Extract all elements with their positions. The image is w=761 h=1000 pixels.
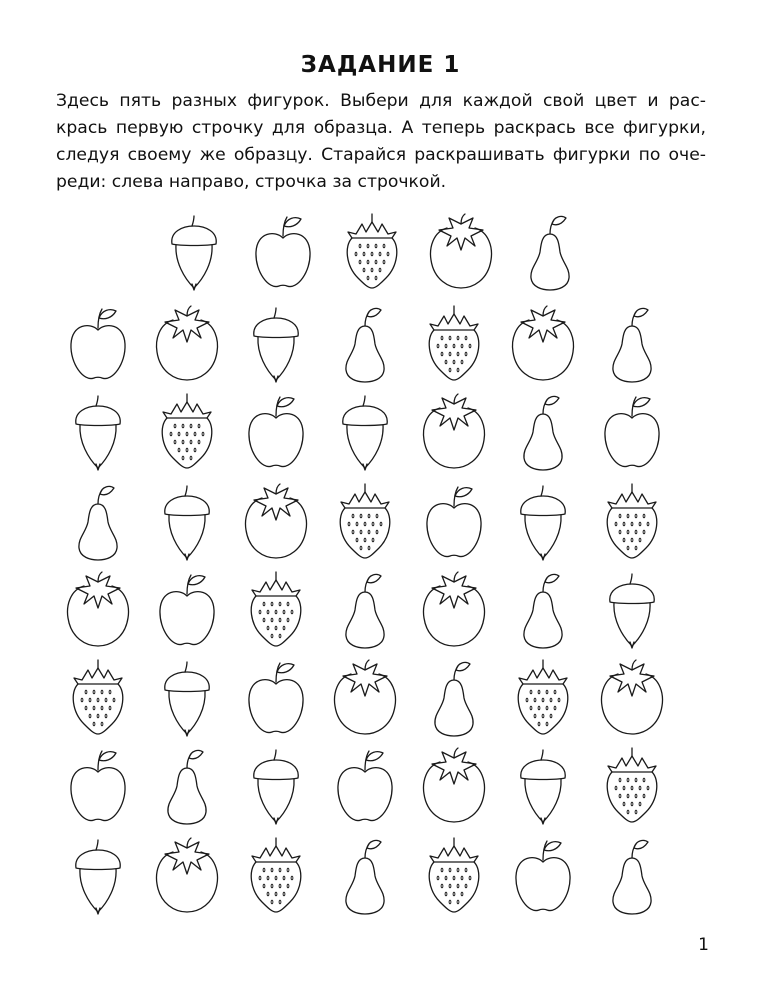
strawberry-icon (151, 390, 223, 472)
sample-pear (514, 210, 586, 292)
grid-acorn-r2-c4 (329, 390, 401, 472)
tomato-icon (418, 390, 490, 472)
grid-pear-r2-c6 (507, 390, 579, 472)
grid-acorn-r4-c7 (596, 568, 668, 650)
grid-pear-r4-c4 (329, 568, 401, 650)
tomato-icon (418, 744, 490, 826)
grid-pear-r3-c1 (62, 480, 134, 562)
grid-strawberry-r1-c5 (418, 302, 490, 384)
grid-apple-r5-c3 (240, 656, 312, 738)
grid-tomato-r7-c2 (151, 834, 223, 916)
tomato-icon (62, 568, 134, 650)
acorn-icon (151, 656, 223, 738)
grid-pear-r1-c7 (596, 302, 668, 384)
strawberry-icon (507, 656, 579, 738)
sample-apple (247, 210, 319, 292)
strawberry-icon (62, 656, 134, 738)
grid-acorn-r1-c3 (240, 302, 312, 384)
apple-icon (62, 302, 134, 384)
grid-apple-r7-c6 (507, 834, 579, 916)
grid-apple-r2-c3 (240, 390, 312, 472)
pear-icon (507, 568, 579, 650)
grid-strawberry-r7-c3 (240, 834, 312, 916)
grid-acorn-r5-c2 (151, 656, 223, 738)
grid-apple-r4-c2 (151, 568, 223, 650)
grid-tomato-r1-c6 (507, 302, 579, 384)
apple-icon (596, 390, 668, 472)
tomato-icon (425, 210, 497, 292)
grid-pear-r7-c7 (596, 834, 668, 916)
page-number: 1 (698, 935, 709, 955)
apple-icon (507, 834, 579, 916)
tomato-icon (151, 302, 223, 384)
acorn-icon (240, 302, 312, 384)
grid-acorn-r2-c1 (62, 390, 134, 472)
grid-tomato-r4-c5 (418, 568, 490, 650)
tomato-icon (240, 480, 312, 562)
grid-acorn-r6-c3 (240, 744, 312, 826)
instructions-line-3: следуя своему же образцу. Старайся раскрашивать фигурки по оче- (56, 145, 706, 165)
tomato-icon (596, 656, 668, 738)
pear-icon (329, 834, 401, 916)
apple-icon (247, 210, 319, 292)
grid-strawberry-r4-c3 (240, 568, 312, 650)
grid-acorn-r7-c1 (62, 834, 134, 916)
pear-icon (329, 302, 401, 384)
grid-pear-r1-c4 (329, 302, 401, 384)
grid-pear-r7-c4 (329, 834, 401, 916)
pear-icon (596, 834, 668, 916)
instructions-line-4: реди: слева направо, строчка за строчкой. (56, 172, 447, 192)
tomato-icon (418, 568, 490, 650)
apple-icon (62, 744, 134, 826)
acorn-icon (240, 744, 312, 826)
pear-icon (596, 302, 668, 384)
strawberry-icon (240, 834, 312, 916)
grid-tomato-r2-c5 (418, 390, 490, 472)
pear-icon (514, 210, 586, 292)
grid-pear-r5-c5 (418, 656, 490, 738)
grid-strawberry-r2-c2 (151, 390, 223, 472)
grid-strawberry-r5-c1 (62, 656, 134, 738)
grid-apple-r2-c7 (596, 390, 668, 472)
pear-icon (418, 656, 490, 738)
acorn-icon (62, 390, 134, 472)
tomato-icon (507, 302, 579, 384)
instructions-line-1: Здесь пять разных фигурок. Выбери для каждой свой цвет и рас- (56, 91, 706, 111)
strawberry-icon (418, 834, 490, 916)
acorn-icon (158, 210, 230, 292)
grid-tomato-r6-c5 (418, 744, 490, 826)
grid-strawberry-r3-c4 (329, 480, 401, 562)
instructions-line-2: крась первую строчку для образца. А теперь раскрась все фигурки, (56, 118, 706, 138)
tomato-icon (151, 834, 223, 916)
apple-icon (151, 568, 223, 650)
pear-icon (329, 568, 401, 650)
grid-acorn-r6-c6 (507, 744, 579, 826)
apple-icon (418, 480, 490, 562)
grid-strawberry-r6-c7 (596, 744, 668, 826)
sample-strawberry (336, 210, 408, 292)
strawberry-icon (596, 744, 668, 826)
grid-strawberry-r5-c6 (507, 656, 579, 738)
strawberry-icon (336, 210, 408, 292)
grid-apple-r3-c5 (418, 480, 490, 562)
strawberry-icon (596, 480, 668, 562)
pear-icon (62, 480, 134, 562)
apple-icon (240, 390, 312, 472)
grid-apple-r6-c4 (329, 744, 401, 826)
strawberry-icon (329, 480, 401, 562)
grid-strawberry-r3-c7 (596, 480, 668, 562)
task-title: ЗАДАНИЕ 1 (300, 52, 461, 78)
grid-acorn-r3-c6 (507, 480, 579, 562)
apple-icon (240, 656, 312, 738)
grid-apple-r6-c1 (62, 744, 134, 826)
grid-pear-r4-c6 (507, 568, 579, 650)
sample-acorn (158, 210, 230, 292)
strawberry-icon (418, 302, 490, 384)
grid-apple-r1-c1 (62, 302, 134, 384)
strawberry-icon (240, 568, 312, 650)
grid-tomato-r3-c3 (240, 480, 312, 562)
grid-tomato-r5-c4 (329, 656, 401, 738)
acorn-icon (329, 390, 401, 472)
apple-icon (329, 744, 401, 826)
grid-tomato-r5-c7 (596, 656, 668, 738)
acorn-icon (507, 480, 579, 562)
grid-acorn-r3-c2 (151, 480, 223, 562)
acorn-icon (62, 834, 134, 916)
pear-icon (151, 744, 223, 826)
grid-pear-r6-c2 (151, 744, 223, 826)
acorn-icon (507, 744, 579, 826)
grid-tomato-r1-c2 (151, 302, 223, 384)
acorn-icon (151, 480, 223, 562)
tomato-icon (329, 656, 401, 738)
grid-strawberry-r7-c5 (418, 834, 490, 916)
grid-tomato-r4-c1 (62, 568, 134, 650)
pear-icon (507, 390, 579, 472)
sample-tomato (425, 210, 497, 292)
acorn-icon (596, 568, 668, 650)
